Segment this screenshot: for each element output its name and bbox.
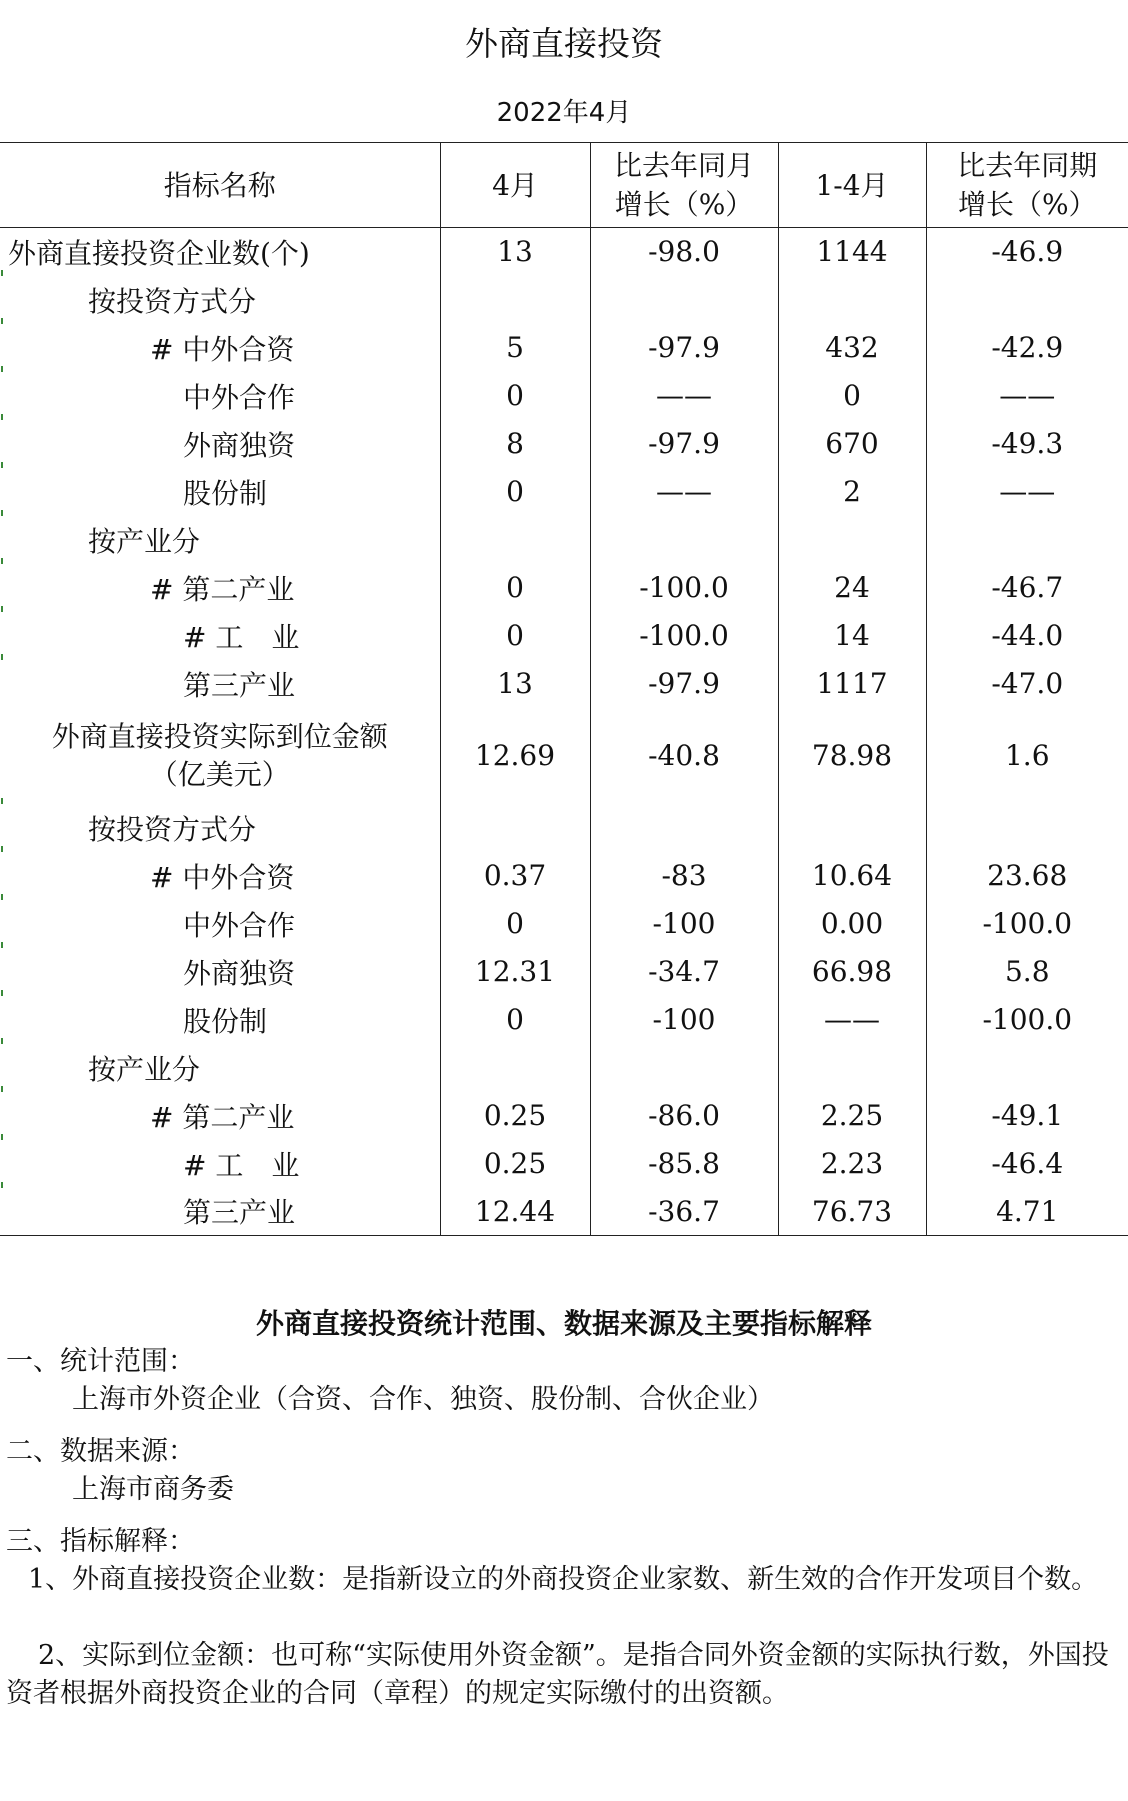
row-ytd: 24 — [778, 564, 926, 612]
row-name: 按投资方式分 — [0, 276, 440, 324]
row-month: 12.44 — [440, 1188, 590, 1236]
row-month: 0.25 — [440, 1140, 590, 1188]
row-name: 股份制 — [0, 468, 440, 516]
row-month-growth: -97.9 — [590, 420, 778, 468]
row-ytd-growth: 5.8 — [926, 948, 1128, 996]
row-ytd-growth: -49.1 — [926, 1092, 1128, 1140]
row-name: 按产业分 — [0, 1044, 440, 1092]
header-month-growth — [590, 143, 778, 228]
header-month: 4月 — [440, 143, 590, 228]
row-name-line1: 外商直接投资实际到位金额 — [51, 719, 388, 753]
row-month: 12.31 — [440, 948, 590, 996]
row-month-growth: -100.0 — [590, 612, 778, 660]
row-month: 0.25 — [440, 1092, 590, 1140]
table-row — [0, 1188, 1128, 1236]
row-month-growth: -97.9 — [590, 324, 778, 372]
row-name: # 工 业 — [0, 612, 440, 660]
row-ytd-growth: -44.0 — [926, 612, 1128, 660]
row-ytd: 2.25 — [778, 1092, 926, 1140]
table-row — [0, 660, 1128, 708]
row-month — [440, 516, 590, 564]
table-row — [0, 804, 1128, 852]
row-month-growth: —— — [590, 468, 778, 516]
row-month: 5 — [440, 324, 590, 372]
row-month: 0 — [440, 564, 590, 612]
row-name: # 中外合资 — [0, 852, 440, 900]
row-month-growth — [590, 804, 778, 852]
row-name: 外商直接投资企业数(个) — [8, 236, 310, 270]
header-month-growth-line1: 比去年同月 — [613, 149, 754, 182]
row-ytd-growth — [926, 1044, 1128, 1092]
table-row — [0, 996, 1128, 1044]
row-month-growth: -36.7 — [590, 1188, 778, 1236]
row-name: 第三产业 — [0, 660, 440, 708]
row-ytd: 1144 — [778, 228, 926, 276]
row-ytd-growth: 1.6 — [926, 708, 1128, 804]
table-row — [0, 1092, 1128, 1140]
table-row — [0, 900, 1128, 948]
row-ytd: 76.73 — [778, 1188, 926, 1236]
row-ytd-growth — [926, 804, 1128, 852]
row-month-growth: -86.0 — [590, 1092, 778, 1140]
row-ytd-growth: -49.3 — [926, 420, 1128, 468]
row-name: 中外合作 — [0, 900, 440, 948]
row-month-growth — [590, 276, 778, 324]
table-row — [0, 1044, 1128, 1092]
row-ytd: 2.23 — [778, 1140, 926, 1188]
row-name: 中外合作 — [0, 372, 440, 420]
row-month-growth: —— — [590, 372, 778, 420]
row-month-growth: -98.0 — [590, 228, 778, 276]
definition-actual-amount: 2、实际到位金额：也可称“实际使用外资金额”。是指合同外资金额的实际执行数，外国投资者根据外商投资企业的合同（章程）的规定实际缴付的出资额。 — [6, 1640, 1109, 1709]
row-month: 12.69 — [440, 708, 590, 804]
header-ytd: 1-4月 — [778, 143, 926, 228]
row-name: # 中外合资 — [0, 324, 440, 372]
row-month-growth: -40.8 — [590, 708, 778, 804]
row-month — [440, 1044, 590, 1092]
row-ytd-growth: -100.0 — [926, 900, 1128, 948]
table-row — [0, 420, 1128, 468]
table-row — [0, 1140, 1128, 1188]
row-month-growth — [590, 516, 778, 564]
source-heading: 二、数据来源： — [6, 1436, 195, 1467]
header-ytd-growth — [926, 143, 1128, 228]
row-month-growth: -100.0 — [590, 564, 778, 612]
row-ytd-growth: -42.9 — [926, 324, 1128, 372]
row-ytd: 78.98 — [778, 708, 926, 804]
row-month-growth — [590, 1044, 778, 1092]
row-name: 外商独资 — [0, 420, 440, 468]
row-name-line2: （亿美元） — [149, 757, 290, 791]
row-ytd — [778, 516, 926, 564]
row-month: 0 — [440, 468, 590, 516]
row-month-growth: -85.8 — [590, 1140, 778, 1188]
row-ytd: 0 — [778, 372, 926, 420]
row-ytd-growth: -46.4 — [926, 1140, 1128, 1188]
statistics-table — [0, 142, 1128, 1236]
row-ytd: 1117 — [778, 660, 926, 708]
row-ytd-growth: -46.7 — [926, 564, 1128, 612]
row-ytd: 432 — [778, 324, 926, 372]
row-ytd-growth — [926, 516, 1128, 564]
table-row — [0, 852, 1128, 900]
definition-enterprise-count: 1、外商直接投资企业数：是指新设立的外商投资企业家数、新生效的合作开发项目个数。 — [28, 1564, 1099, 1595]
table-header-row — [0, 143, 1128, 228]
row-ytd-growth — [926, 276, 1128, 324]
row-ytd: 66.98 — [778, 948, 926, 996]
notes-section — [0, 1305, 1128, 1713]
row-ytd: 14 — [778, 612, 926, 660]
definitions-heading: 三、指标解释： — [6, 1526, 195, 1557]
row-ytd: 670 — [778, 420, 926, 468]
row-ytd: 0.00 — [778, 900, 926, 948]
row-month — [440, 276, 590, 324]
row-ytd-growth: -46.9 — [926, 228, 1128, 276]
row-month-growth: -83 — [590, 852, 778, 900]
row-ytd: —— — [778, 996, 926, 1044]
row-month-growth: -97.9 — [590, 660, 778, 708]
row-ytd-growth: -100.0 — [926, 996, 1128, 1044]
row-ytd-growth: —— — [926, 468, 1128, 516]
row-ytd — [778, 1044, 926, 1092]
page-title: 外商直接投资 — [465, 24, 663, 63]
table-row — [0, 708, 1128, 804]
row-name: # 工 业 — [0, 1140, 440, 1188]
notes-title: 外商直接投资统计范围、数据来源及主要指标解释 — [255, 1307, 872, 1340]
row-month: 13 — [440, 660, 590, 708]
row-name: 按投资方式分 — [0, 804, 440, 852]
row-ytd-growth: 4.71 — [926, 1188, 1128, 1236]
row-month: 13 — [440, 228, 590, 276]
row-month: 0 — [440, 372, 590, 420]
row-ytd — [778, 804, 926, 852]
scope-section — [0, 1343, 1128, 1419]
scope-heading: 一、统计范围： — [6, 1346, 195, 1377]
row-month: 8 — [440, 420, 590, 468]
header-ytd-growth-line1: 比去年同期 — [957, 149, 1098, 182]
table-row — [0, 228, 1128, 276]
table-row — [0, 948, 1128, 996]
row-month-growth: -34.7 — [590, 948, 778, 996]
row-name: # 第二产业 — [0, 1092, 440, 1140]
row-name — [0, 708, 440, 804]
table-row — [0, 564, 1128, 612]
row-name: 外商独资 — [0, 948, 440, 996]
header-ytd-growth-line2: 增长（%） — [957, 188, 1097, 221]
definitions-section — [0, 1523, 1128, 1713]
table-row — [0, 372, 1128, 420]
source-section — [0, 1433, 1128, 1509]
row-name: 按产业分 — [0, 516, 440, 564]
row-name: # 第二产业 — [0, 564, 440, 612]
row-ytd-growth: —— — [926, 372, 1128, 420]
table-row — [0, 612, 1128, 660]
row-ytd: 10.64 — [778, 852, 926, 900]
row-ytd-growth: 23.68 — [926, 852, 1128, 900]
page-subtitle: 2022年4月 — [496, 98, 632, 128]
row-name: 股份制 — [0, 996, 440, 1044]
row-ytd-growth: -47.0 — [926, 660, 1128, 708]
scope-text: 上海市外资企业（合资、合作、独资、股份制、合伙企业） — [72, 1384, 774, 1415]
table-row — [0, 516, 1128, 564]
row-name: 第三产业 — [0, 1188, 440, 1236]
table-row — [0, 468, 1128, 516]
row-month: 0 — [440, 996, 590, 1044]
row-month: 0 — [440, 900, 590, 948]
table-row — [0, 276, 1128, 324]
header-indicator-name: 指标名称 — [0, 143, 440, 228]
row-month: 0 — [440, 612, 590, 660]
source-text: 上海市商务委 — [72, 1474, 234, 1505]
row-ytd: 2 — [778, 468, 926, 516]
header-month-growth-line2: 增长（%） — [614, 188, 754, 221]
row-month — [440, 804, 590, 852]
row-month-growth: -100 — [590, 996, 778, 1044]
row-ytd — [778, 276, 926, 324]
row-month: 0.37 — [440, 852, 590, 900]
row-month-growth: -100 — [590, 900, 778, 948]
table-row — [0, 324, 1128, 372]
